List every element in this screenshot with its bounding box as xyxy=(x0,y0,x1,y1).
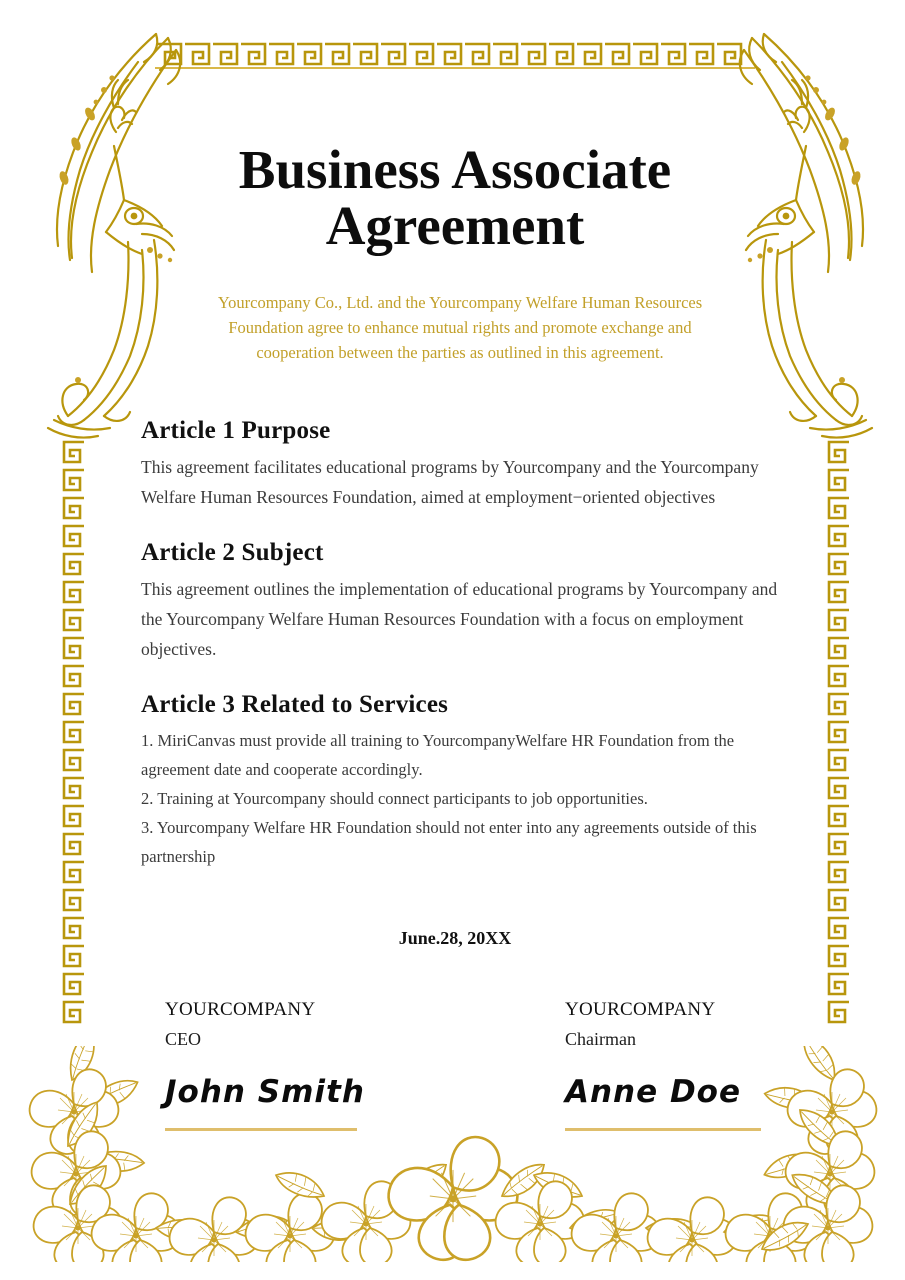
article-3-clause-3: 3. Yourcompany Welfare HR Foundation should not enter into any agreements outside of this partnership xyxy=(141,818,757,866)
article-1-heading: Article 1 Purpose xyxy=(141,417,331,444)
article-2-heading: Article 2 Subject xyxy=(141,539,324,566)
signature-right-role: Chairman xyxy=(565,1029,636,1049)
signature-right-rule xyxy=(565,1128,761,1131)
article-3-heading: Article 3 Related to Services xyxy=(141,691,449,718)
greek-key-border-left xyxy=(58,440,86,1050)
signature-left-role: CEO xyxy=(165,1029,201,1049)
signature-right-company: YOURCOMPANY xyxy=(565,999,716,1020)
article-3-clause-2: 2. Training at Yourcompany should connect participants to job opportunities. xyxy=(141,789,648,808)
signature-right-name: Anne Doe xyxy=(565,1074,742,1110)
signature-left-name: John Smith xyxy=(165,1074,365,1110)
article-1-body: This agreement facilitates educational programs by Yourcompany and the Yourcompany Welfare Human Resources Foundation, aimed at employment−oriented objectives xyxy=(141,457,759,507)
article-2-body: This agreement outlines the implementation of educational programs by Yourcompany and the Yourcompany Welfare Human Resources Foundation with a focus on employment objectives. xyxy=(141,579,778,659)
signature-left-company: YOURCOMPANY xyxy=(165,999,316,1020)
signature-left-rule xyxy=(165,1128,357,1131)
signature-block-left xyxy=(165,996,425,1131)
page-title: Business Associate Agreement xyxy=(238,139,672,256)
document-subtitle: Yourcompany Co., Ltd. and the Yourcompany Welfare Human Resources Foundation agree to enhance mutual rights and promote exchange and cooperation between the parties as outlined in this agreement. xyxy=(217,293,703,362)
article-3-clause-1: 1. MiriCanvas must provide all training to YourcompanyWelfare HR Foundation from the agreement date and cooperate accordingly. xyxy=(141,731,735,779)
agreement-date: June.28, 20XX xyxy=(398,928,512,948)
article-3 xyxy=(141,690,781,871)
articles-container xyxy=(141,416,781,875)
greek-key-border-top xyxy=(155,42,755,70)
greek-key-border-right xyxy=(823,440,851,1050)
article-2 xyxy=(141,538,781,664)
article-1 xyxy=(141,416,781,512)
signature-block-right xyxy=(565,996,825,1131)
